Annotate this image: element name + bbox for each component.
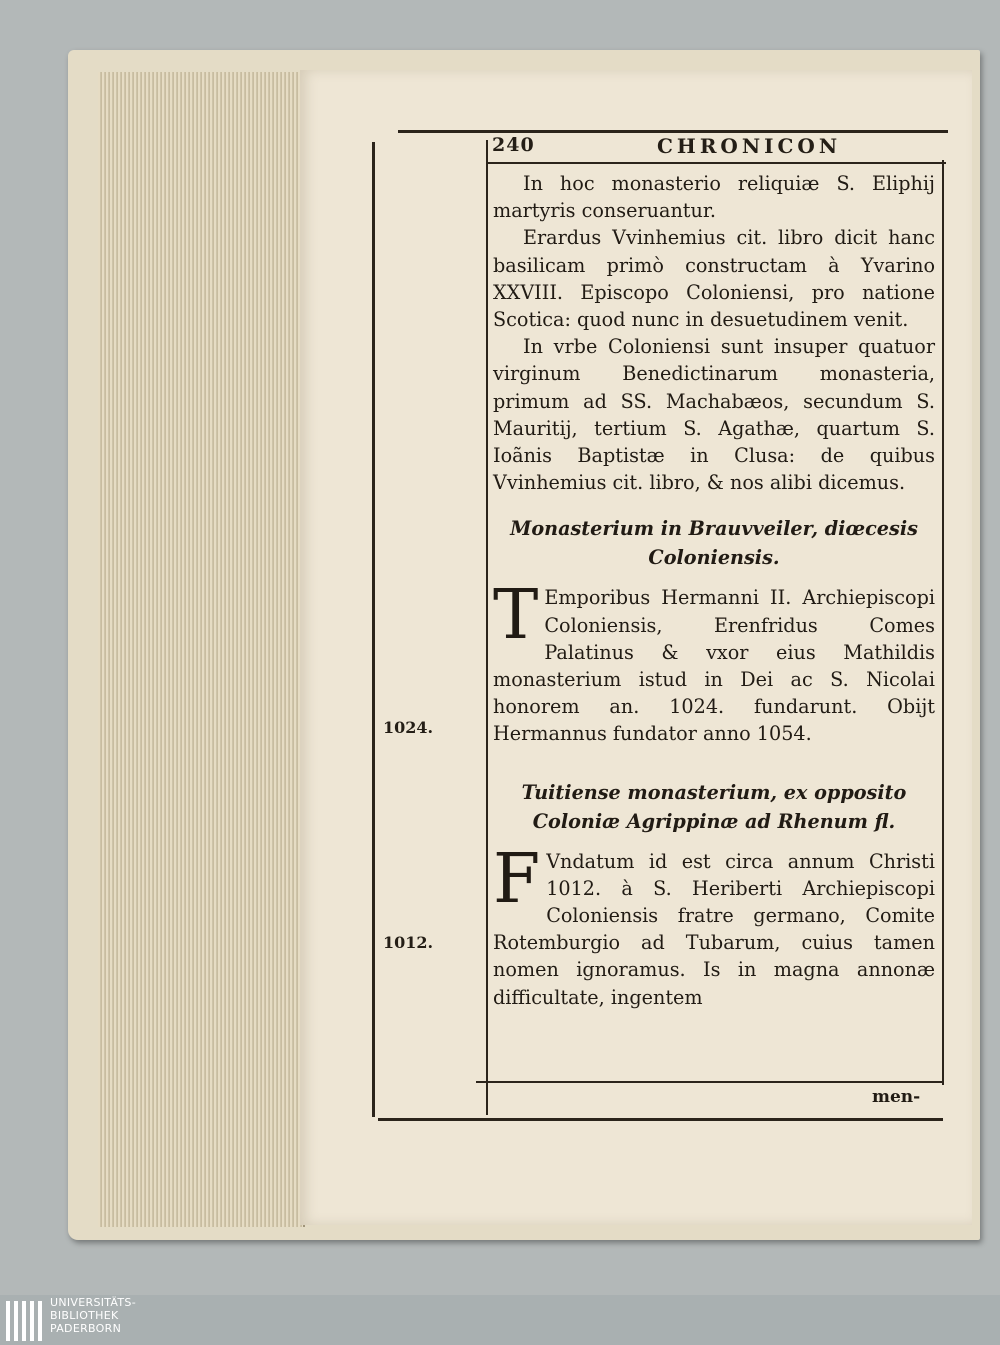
header-underline (488, 162, 946, 164)
paragraph-erardus: Erardus Vvinhemius cit. libro dicit hanc basilicam primò constructam à Yvarino XXVIII. Episcopo Coloniensi, pro natione Scotica: quod nunc in desuetudinem venit. (493, 226, 935, 332)
paragraph-tuitiense-text: Vndatum id est circa annum Christi 1012. à S. Heriberti Archiepiscopi Coloniensis fratre germano, Comite Rotemburgio ad Tubarum, cuius tamen nomen ignoramus. Is in magna annonæ difficultate, ingentem (493, 849, 935, 1009)
page-edges (98, 72, 305, 1227)
paragraph-virginum: In vrbe Coloniensi sunt insuper quatuor virginum Benedictinarum monasteria, primum ad SS. Machabæos, secundum S. Mauritij, tertium S. Agathæ, quartum S. Ioãnis Baptistæ in Clusa: de quibus Vvinhemius cit. libro, & nos alibi dicemus. (493, 335, 935, 495)
margin-note-1012: 1012. (383, 933, 434, 952)
section-heading-brauvveiler: Monasterium in Brauvveiler, diœcesis Coloniensis. (510, 517, 918, 570)
text-right-rule (942, 160, 944, 1085)
footer-bar (0, 1295, 1000, 1345)
paragraph-brauvveiler-text: Emporibus Hermanni II. Archiepiscopi Coloniensis, Erenfridus Comes Palatinus & vxor eius Mathildis monasterium istud in Dei ac S. Nicolai honorem an. 1024. fundarunt. Obijt Hermannus fundator anno 1054. (493, 586, 935, 746)
logo-line-1: UNIVERSITÄTS- (50, 1296, 136, 1309)
library-logo-icon (6, 1301, 42, 1341)
text-column (493, 170, 935, 1011)
drop-cap-t: T (493, 576, 539, 656)
logo-line-2: BIBLIOTHEK (50, 1309, 119, 1322)
logo-line-3: PADERBORN (50, 1322, 122, 1335)
paragraph-reliquiae: In hoc monasterio reliquiæ S. Eliphij martyris conseruantur. (493, 172, 935, 223)
bottom-rule (378, 1118, 943, 1121)
margin-note-1024: 1024. (383, 718, 434, 737)
section-heading-tuitiense: Tuitiense monasterium, ex opposito Coloniæ Agrippinæ ad Rhenum fl. (521, 780, 907, 833)
bottom-rule-upper (476, 1081, 942, 1083)
library-logo-text (50, 1296, 136, 1335)
top-rule (398, 130, 948, 133)
text-left-rule (486, 140, 488, 1115)
left-outer-rule (372, 142, 375, 1117)
paragraph-brauvveiler (493, 576, 935, 747)
running-title: CHRONICON (657, 134, 842, 158)
paragraph-tuitiense (493, 839, 935, 1011)
catchword: men- (872, 1087, 921, 1107)
page-number: 240 (492, 134, 535, 156)
running-head (492, 134, 932, 160)
drop-cap-f: F (493, 839, 541, 919)
